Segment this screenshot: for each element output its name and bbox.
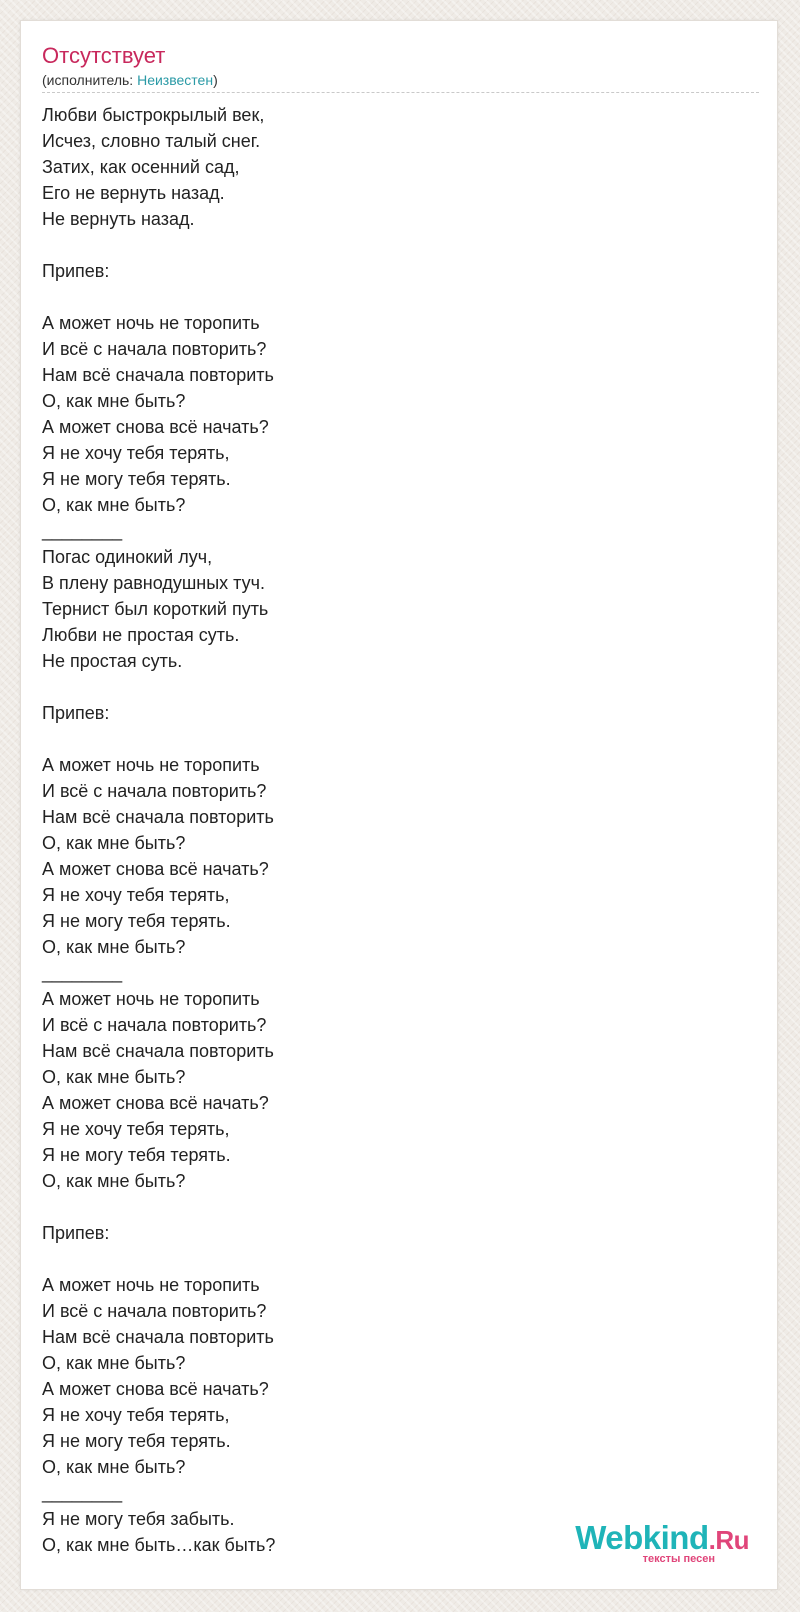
byline-suffix: ) [213,72,218,88]
header-divider [42,92,759,93]
logo-tld: .Ru [708,1525,749,1555]
song-title: Отсутствует [42,43,166,68]
logo-tagline: тексты песен [642,1553,715,1565]
logo-name: Webkind [575,1519,709,1556]
site-logo[interactable] [575,1521,749,1565]
artist-link[interactable]: Неизвестен [137,72,214,88]
byline-prefix: (исполнитель: [42,72,138,88]
lyrics-card [20,20,778,1590]
lyrics-text: Любви быстрокрылый век, Исчез, словно талый снег. Затих, как осенний сад, Его не вернуть назад. Не вернуть назад. Припев: А может ночь не торопить И всё с начала повторить? Нам всё сначала повторить О, как мне быть? А может снова всё начать? Я не хочу тебя терять, Я не могу тебя терять. О, как мне быть? ________ Погас одинокий луч, В плену равнодушных туч. Тернист был короткий путь Любви не простая суть. Не простая суть. Припев: А может ночь не торопить И всё с начала повторить? Нам всё сначала повторить О, как мне быть? А может снова всё начать? Я не хочу тебя терять, Я не могу тебя терять. О, как мне быть? ________ А может ночь не торопить И всё с начала повторить? Нам всё сначала повторить О, как мне быть? А может снова всё начать? Я не хочу тебя терять, Я не могу тебя терять. О, как мне быть? Припев: А может ночь не торопить И всё с начала повторить? Нам всё сначала повторить О, как мне быть? А может снова всё начать? Я не хочу тебя терять, Я не могу тебя терять. О, как мне быть? ________ Я не могу тебя забыть. О, как мне быть…как быть? [42,105,276,1555]
artist-byline [42,71,218,89]
